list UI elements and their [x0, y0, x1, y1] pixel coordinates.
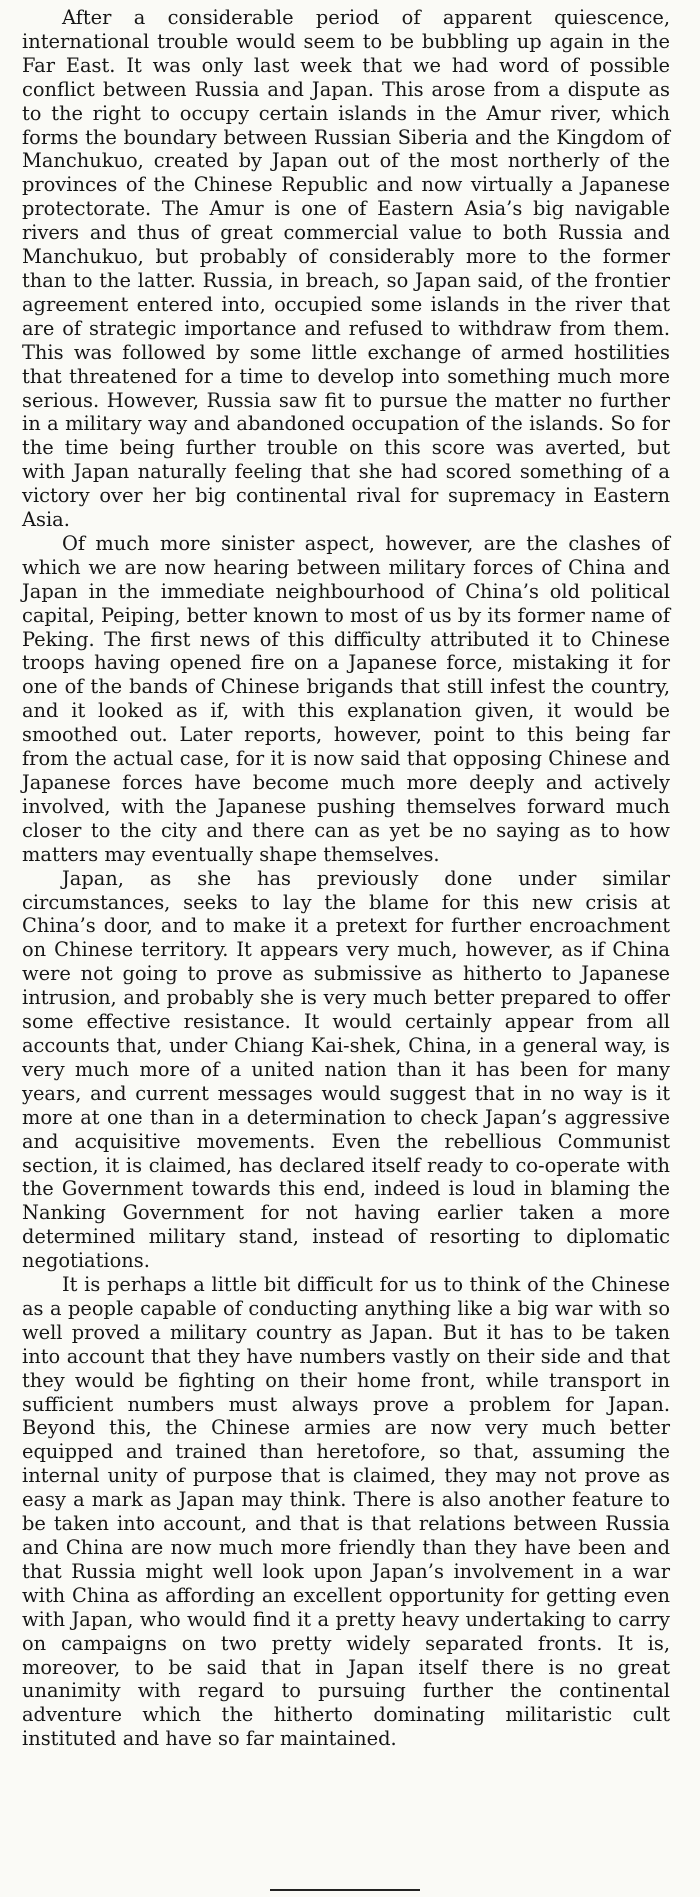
article-paragraph: After a considerable period of apparent quiescence, international trouble would seem to be bubbling up again in the Far East. It was only last week that we had word of possible conflict between Russia and Japan. This arose from a dispute as to the right to occupy certain islands in the Amur river, which forms the boundary between Russian Siberia and the Kingdom of Manchukuo, created by Japan out of the most northerly of the provinces of the Chinese Republic and now virtually a Japanese protectorate. The Amur is one of Eastern Asia’s big navigable rivers and thus of great commercial value to both Russia and Manchukuo, but probably of considerably more to the former than to the latter. Russia, in breach, so Japan said, of the frontier agreement entered into, occupied some islands in the river that are of strategic importance and refused to withdraw from them. This was followed by some little exchange of armed hostilities that threatened for a time to develop into something much more serious. However, Russia saw fit to pursue the matter no further in a military way and abandoned occupation of the islands. So for the time being further trouble on this score was averted, but with Japan naturally feeling that she had scored something of a victory over her big continental rival for supremacy in Eastern Asia. — [22, 6, 670, 532]
article-paragraph: Japan, as she has previously done under similar circumstances, seeks to lay the blame for this new crisis at China’s door, and to make it a pretext for further encroachment on Chinese territory. It appears very much, however, as if China were not going to prove as submissive as hitherto to Japanese intrusion, and probably she is very much better prepared to offer some effective resistance. It would certainly appear from all accounts that, under Chiang Kai-shek, China, in a general way, is very much more of a united nation than it has been for many years, and current messages would suggest that in no way is it more at one than in a determination to check Japan’s aggressive and acquisitive movements. Even the rebellious Communist section, it is claimed, has declared itself ready to co-operate with the Government towards this end, indeed is loud in blaming the Nanking Government for not having earlier taken a more determined military stand, instead of resorting to diplomatic negotiations. — [22, 866, 670, 1273]
article-paragraph: It is perhaps a little bit difficult for us to think of the Chinese as a people capable of conducting anything like a big war with so well proved a military country as Japan. But it has to be taken into account that they have numbers vastly on their side and that they would be fighting on their home front, while transport in sufficient numbers must always prove a problem for Japan. Beyond this, the Chinese armies are now very much better equipped and trained than heretofore, so that, assuming the internal unity of purpose that is claimed, they may not prove as easy a mark as Japan may think. There is also another feature to be taken into account, and that is that relations between Russia and China are now much more friendly than they have been and that Russia might well look upon Japan’s involvement in a war with China as affording an excellent opportunity for getting even with Japan, who would find it a pretty heavy undertaking to carry on campaigns on two pretty widely separated fronts. It is, moreover, to be said that in Japan itself there is no great unanimity with regard to pursuing further the continental adventure which the hitherto dominating militaristic cult instituted and have so far maintained. — [22, 1273, 670, 1751]
article-paragraph: Of much more sinister aspect, however, are the clashes of which we are now hearing between military forces of China and Japan in the immediate neighbourhood of China’s old political capital, Peiping, better known to most of us by its former name of Peking. The first news of this difficulty attributed it to Chinese troops having opened fire on a Japanese force, mistaking it for one of the bands of Chinese brigands that still infest the country, and it looked as if, with this explanation given, it would be smoothed out. Later reports, however, point to this being far from the actual case, for it is now said that opposing Chinese and Japanese forces have become much more deeply and actively involved, with the Japanese pushing themselves forward much closer to the city and there can as yet be no saying as to how matters may eventually shape themselves. — [22, 531, 670, 866]
closing-rule — [270, 1889, 420, 1891]
article-column — [22, 6, 670, 1751]
